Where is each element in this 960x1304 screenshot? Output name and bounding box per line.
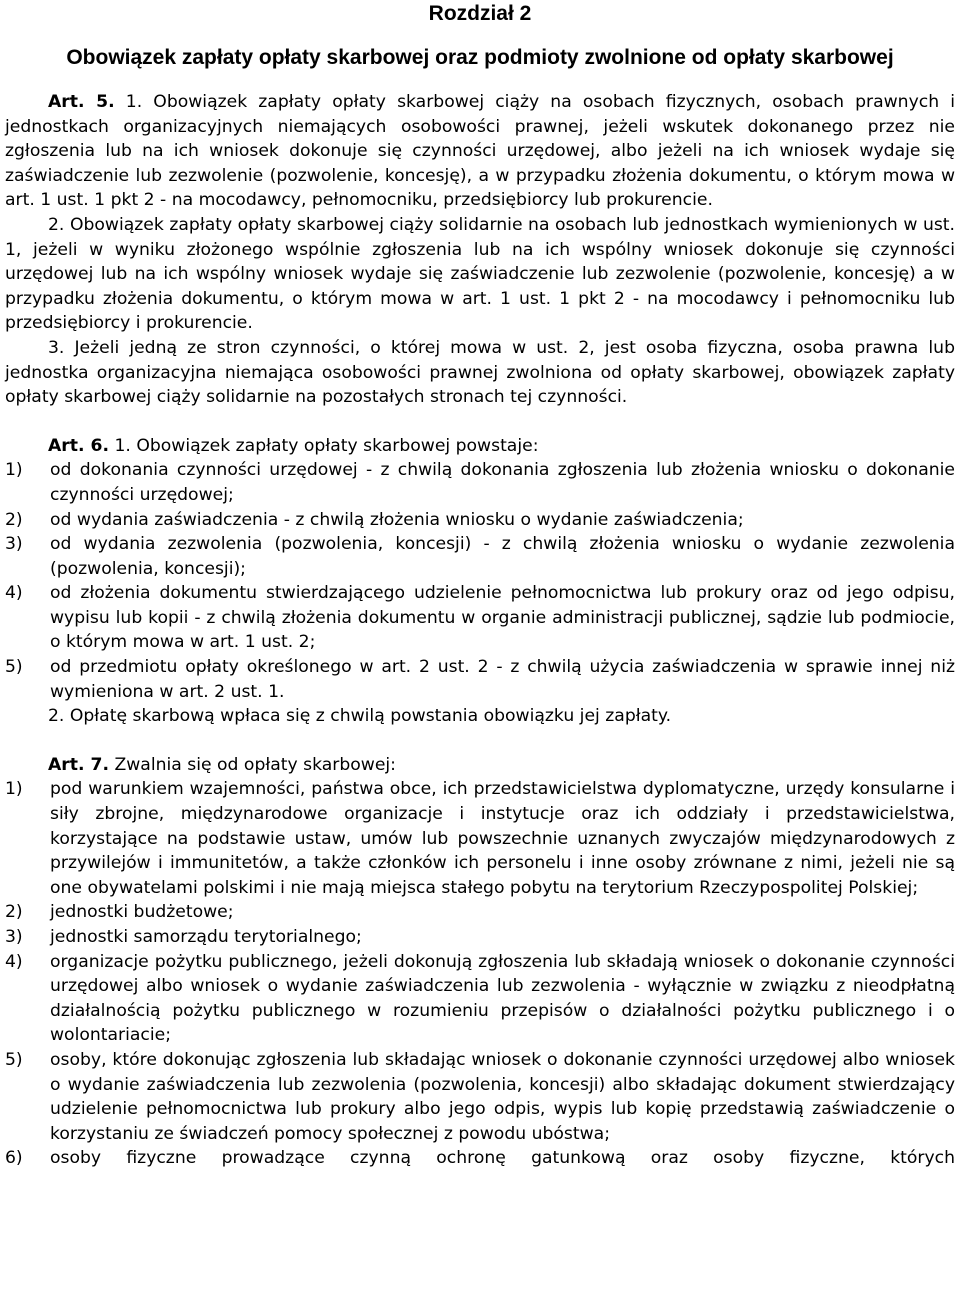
- item-text: jednostki budżetowe;: [50, 902, 234, 923]
- item-number: 4): [5, 951, 23, 972]
- art5-paragraph-1: [5, 90, 955, 213]
- art5-paragraph-3: 3. Jeżeli jedną ze stron czynności, o której mowa w ust. 2, jest osoba fizyczna, osoba prawna lub jednostka organizacyjna niemająca osobowości prawnej zwolniona od opłaty skarbowej, obowiązek zapłaty opłaty skarbowej ciąży solidarnie na pozostałych stronach tej czynności.: [5, 337, 955, 408]
- item-text: organizacje pożytku publicznego, jeżeli dokonują zgłoszenia lub składają wniosek o dokonanie czynności urzędowej albo wniosek o wydanie zaświadczenia lub zezwolenia - wyłącznie w związku z nieodpłatną działalnością pożytku publicznego w rozumieniu przepisów o działalności pożytku publicznego i o wolontariacie;: [50, 951, 955, 1046]
- item-text: osoby fizyczne prowadzące czynną ochronę gatunkową oraz osoby fizyczne, których: [50, 1148, 955, 1169]
- item-text: od wydania zezwolenia (pozwolenia, koncesji) - z chwilą złożenia wniosku o wydanie zezwolenia (pozwolenia, koncesji);: [50, 534, 955, 579]
- item-number: 5): [5, 1049, 23, 1070]
- art6-intro: [5, 434, 955, 459]
- chapter-subtitle: Obowiązek zapłaty opłaty skarbowej oraz podmioty zwolnione od opłaty skarbowej: [66, 46, 894, 69]
- item-text: pod warunkiem wzajemności, państwa obce, ich przedstawicielstwa dyplomatyczne, urzędy konsularne i siły zbrojne, międzynarodowe organizacje i instytucje oraz ich oddziały i przedstawicielstwa, korzystające na podstawie ustaw, umów lub powszechnie uznanych zwyczajów międzynarodowych z przywilejów i immunitetów, a także członków ich personelu i inne osoby zrównane z nimi, jeżeli nie są one obywatelami polskimi i nie mają miejsca stałego pobytu na terytorium Rzeczypospolitej Polskiej;: [50, 779, 955, 898]
- item-number: 6): [5, 1148, 23, 1169]
- item-number: 2): [5, 902, 23, 923]
- art7-label: Art. 7.: [48, 754, 109, 775]
- art6-paragraph-2: 2. Opłatę skarbową wpłaca się z chwilą powstania obowiązku jej zapłaty.: [48, 706, 672, 727]
- item-number: 3): [5, 927, 23, 947]
- art6-intro-text: 1. Obowiązek zapłaty opłaty skarbowej powstaje:: [114, 435, 539, 456]
- list-item: [5, 777, 955, 900]
- list-item: [5, 532, 955, 581]
- list-item: [5, 900, 955, 925]
- art5-p1-text: 1. Obowiązek zapłaty opłaty skarbowej ciąży na osobach fizycznych, osobach prawnych i jednostkach organizacyjnych niemających osobowości prawnej, jeżeli wskutek dokonanego przez nie zgłoszenia lub na ich wniosek dokonuje się czynności urzędowej, albo jeżeli na ich wniosek wydaje się zaświadczenie lub zezwolenie (pozwolenie, koncesję), a w przypadku złożenia dokumentu, o którym mowa w art. 1 ust. 1 pkt 2 - na mocodawcy, pełnomocniku, przedsiębiorcy lub prokurencie.: [5, 92, 955, 211]
- chapter-title: Rozdział 2: [428, 2, 532, 25]
- art7-intro: [5, 753, 955, 778]
- item-number: 2): [5, 509, 23, 530]
- item-number: 3): [5, 534, 23, 555]
- item-text: jednostki samorządu terytorialnego;: [50, 927, 362, 947]
- list-item: [5, 581, 955, 655]
- item-text: od złożenia dokumentu stwierdzającego udzielenie pełnomocnictwa lub prokury oraz od jego odpisu, wypisu lub kopii - z chwilą złożenia dokumentu w organie administracji publicznej, sądzie lub podmiocie, o którym mowa w art. 1 ust. 2;: [50, 583, 955, 653]
- list-item: [5, 508, 955, 533]
- list-item: [5, 950, 955, 1048]
- item-number: 5): [5, 657, 23, 678]
- art6-label: Art. 6.: [48, 435, 109, 456]
- item-number: 1): [5, 460, 23, 481]
- item-text: od wydania zaświadczenia - z chwilą złożenia wniosku o wydanie zaświadczenia;: [50, 509, 744, 530]
- art7-intro-text: Zwalnia się od opłaty skarbowej:: [114, 754, 396, 775]
- list-item: [5, 458, 955, 507]
- art5-label: Art. 5.: [48, 92, 115, 112]
- item-text: od przedmiotu opłaty określonego w art. 2 ust. 2 - z chwilą użycia zaświadczenia w sprawie innej niż wymieniona w art. 2 ust. 1.: [50, 657, 955, 702]
- item-text: od dokonania czynności urzędowej - z chwilą dokonania zgłoszenia lub złożenia wniosku o dokonanie czynności urzędowej;: [50, 460, 955, 505]
- list-item: [5, 1146, 955, 1171]
- art7-list: [5, 777, 955, 1171]
- item-number: 1): [5, 779, 23, 800]
- item-number: 4): [5, 583, 23, 604]
- item-text: osoby, które dokonując zgłoszenia lub składając wniosek o dokonanie czynności urzędowej albo wniosek o wydanie zaświadczenia lub zezwolenia (pozwolenia, koncesji) albo składając dokument stwierdzający udzielenie pełnomocnictwa lub prokury albo jego odpis, wypis lub kopię przedstawią zaświadczenie o korzystaniu ze świadczeń pomocy społecznej z powodu ubóstwa;: [50, 1049, 955, 1144]
- list-item: [5, 1048, 955, 1146]
- list-item: [5, 655, 955, 704]
- list-item: [5, 925, 955, 950]
- art5-paragraph-2: 2. Obowiązek zapłaty opłaty skarbowej ciąży solidarnie na osobach lub jednostkach wymienionych w ust. 1, jeżeli w wyniku złożonego wspólnie zgłoszenia lub na ich wspólny wniosek dokonuje się czynności urzędowej lub na ich wspólny wniosek wydaje się zaświadczenie lub zezwolenie (pozwolenie, koncesję) a w przypadku złożenia dokumentu, o którym mowa w art. 1 ust. 1 pkt 2 - na mocodawcy i pełnomocniku lub przedsiębiorcy i prokurencie.: [5, 214, 955, 334]
- art6-list: [5, 458, 955, 704]
